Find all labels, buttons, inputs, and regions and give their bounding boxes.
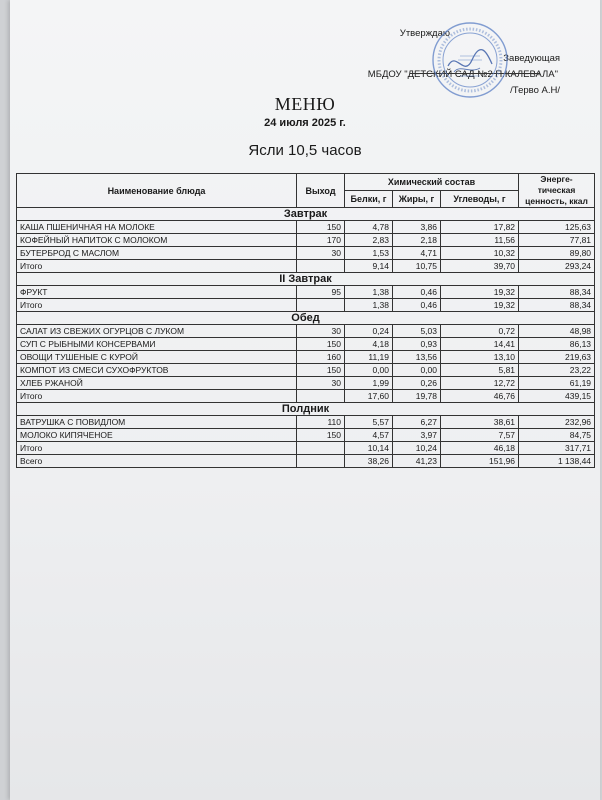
table-row [17, 338, 595, 351]
total-fat: 10,24 [393, 442, 441, 455]
total-fat: 0,46 [393, 299, 441, 312]
dish-protein: 0,24 [345, 325, 393, 338]
total-output-empty [297, 442, 345, 455]
dish-name: КОМПОТ ИЗ СМЕСИ СУХОФРУКТОВ [17, 364, 297, 377]
section-title: Завтрак [17, 208, 595, 221]
table-row [17, 325, 595, 338]
dish-name: КАША ПШЕНИЧНАЯ НА МОЛОКЕ [17, 221, 297, 234]
total-label: Итого [17, 390, 297, 403]
total-output-empty [297, 260, 345, 273]
section-header [17, 208, 595, 221]
dish-carbs: 7,57 [441, 429, 519, 442]
dish-carbs: 11,56 [441, 234, 519, 247]
dish-output: 30 [297, 377, 345, 390]
total-row [17, 260, 595, 273]
table-row [17, 416, 595, 429]
section-header [17, 403, 595, 416]
dish-energy: 88,34 [519, 286, 595, 299]
approval-word: Утверждаю [399, 28, 450, 39]
total-protein: 17,60 [345, 390, 393, 403]
menu-body [17, 208, 595, 468]
grand-total-energy: 1 138,44 [519, 455, 595, 468]
menu-table [16, 173, 595, 468]
dish-output: 150 [297, 221, 345, 234]
dish-fat: 4,71 [393, 247, 441, 260]
dish-carbs: 12,72 [441, 377, 519, 390]
header-output: Выход [297, 174, 345, 208]
section-title: Обед [17, 312, 595, 325]
total-carbs: 46,76 [441, 390, 519, 403]
section-title: Полдник [17, 403, 595, 416]
dish-fat: 0,00 [393, 364, 441, 377]
dish-energy: 77,81 [519, 234, 595, 247]
header-name: Наименование блюда [17, 174, 297, 208]
dish-output: 170 [297, 234, 345, 247]
table-row [17, 221, 595, 234]
total-row [17, 390, 595, 403]
grand-total-fat: 41,23 [393, 455, 441, 468]
table-row [17, 429, 595, 442]
total-fat: 10,75 [393, 260, 441, 273]
dish-energy: 61,19 [519, 377, 595, 390]
dish-fat: 5,03 [393, 325, 441, 338]
dish-protein: 4,78 [345, 221, 393, 234]
dish-protein: 0,00 [345, 364, 393, 377]
dish-carbs: 14,41 [441, 338, 519, 351]
total-energy: 439,15 [519, 390, 595, 403]
dish-protein: 1,99 [345, 377, 393, 390]
total-fat: 19,78 [393, 390, 441, 403]
section-title: II Завтрак [17, 273, 595, 286]
dish-energy: 84,75 [519, 429, 595, 442]
dish-fat: 13,56 [393, 351, 441, 364]
total-output-empty [297, 299, 345, 312]
total-protein: 9,14 [345, 260, 393, 273]
dish-fat: 3,86 [393, 221, 441, 234]
menu-date: 24 июля 2025 г. [264, 117, 346, 129]
dish-energy: 48,98 [519, 325, 595, 338]
total-label: Итого [17, 299, 297, 312]
header-protein: Белки, г [345, 191, 393, 208]
dish-carbs: 17,82 [441, 221, 519, 234]
table-row [17, 286, 595, 299]
header-fat: Жиры, г [393, 191, 441, 208]
group-title: Ясли 10,5 часов [248, 142, 362, 159]
approval-org: МБДОУ "ДЕТСКИЙ САД №2 П.КАЛЕВАЛА" [367, 69, 558, 80]
dish-fat: 0,46 [393, 286, 441, 299]
dish-output: 160 [297, 351, 345, 364]
table-row [17, 377, 595, 390]
total-label: Итого [17, 442, 297, 455]
dish-protein: 4,18 [345, 338, 393, 351]
table-row [17, 247, 595, 260]
dish-name: СУП С РЫБНЫМИ КОНСЕРВАМИ [17, 338, 297, 351]
total-energy: 293,24 [519, 260, 595, 273]
total-energy: 88,34 [519, 299, 595, 312]
dish-energy: 23,22 [519, 364, 595, 377]
dish-name: МОЛОКО КИПЯЧЕНОЕ [17, 429, 297, 442]
dish-carbs: 5,81 [441, 364, 519, 377]
approval-position: Заведующая [503, 53, 560, 64]
table-row [17, 364, 595, 377]
dish-fat: 0,93 [393, 338, 441, 351]
dish-energy: 125,63 [519, 221, 595, 234]
grand-total-carbs: 151,96 [441, 455, 519, 468]
dish-name: ОВОЩИ ТУШЕНЫЕ С КУРОЙ [17, 351, 297, 364]
dish-fat: 6,27 [393, 416, 441, 429]
grand-total-row [17, 455, 595, 468]
total-row [17, 442, 595, 455]
header-chem: Химический состав [345, 174, 519, 191]
header-carbs: Углеводы, г [441, 191, 519, 208]
dish-output: 30 [297, 325, 345, 338]
dish-protein: 4,57 [345, 429, 393, 442]
total-protein: 10,14 [345, 442, 393, 455]
total-protein: 1,38 [345, 299, 393, 312]
page-title: МЕНЮ [274, 94, 336, 114]
menu-sheet [10, 0, 600, 800]
dish-name: КОФЕЙНЫЙ НАПИТОК С МОЛОКОМ [17, 234, 297, 247]
dish-carbs: 38,61 [441, 416, 519, 429]
dish-protein: 1,53 [345, 247, 393, 260]
dish-energy: 219,63 [519, 351, 595, 364]
dish-energy: 86,13 [519, 338, 595, 351]
grand-total-output-empty [297, 455, 345, 468]
dish-carbs: 0,72 [441, 325, 519, 338]
dish-output: 150 [297, 429, 345, 442]
dish-energy: 232,96 [519, 416, 595, 429]
dish-output: 150 [297, 338, 345, 351]
dish-protein: 1,38 [345, 286, 393, 299]
dish-carbs: 19,32 [441, 286, 519, 299]
table-row [17, 351, 595, 364]
dish-name: ВАТРУШКА С ПОВИДЛОМ [17, 416, 297, 429]
approval-signer: /Терво А.Н/ [510, 85, 560, 96]
section-header [17, 312, 595, 325]
total-carbs: 46,18 [441, 442, 519, 455]
dish-output: 110 [297, 416, 345, 429]
dish-name: БУТЕРБРОД С МАСЛОМ [17, 247, 297, 260]
dish-carbs: 13,10 [441, 351, 519, 364]
dish-name: САЛАТ ИЗ СВЕЖИХ ОГУРЦОВ С ЛУКОМ [17, 325, 297, 338]
dish-output: 150 [297, 364, 345, 377]
dish-protein: 5,57 [345, 416, 393, 429]
total-carbs: 19,32 [441, 299, 519, 312]
grand-total-protein: 38,26 [345, 455, 393, 468]
total-output-empty [297, 390, 345, 403]
dish-fat: 0,26 [393, 377, 441, 390]
stamp-seal-icon [430, 20, 510, 100]
total-row [17, 299, 595, 312]
dish-carbs: 10,32 [441, 247, 519, 260]
dish-output: 95 [297, 286, 345, 299]
table-row [17, 234, 595, 247]
total-label: Итого [17, 260, 297, 273]
dish-name: ХЛЕБ РЖАНОЙ [17, 377, 297, 390]
dish-protein: 11,19 [345, 351, 393, 364]
grand-total-label: Всего [17, 455, 297, 468]
dish-name: ФРУКТ [17, 286, 297, 299]
section-header [17, 273, 595, 286]
dish-energy: 89,80 [519, 247, 595, 260]
total-energy: 317,71 [519, 442, 595, 455]
dish-fat: 3,97 [393, 429, 441, 442]
dish-protein: 2,83 [345, 234, 393, 247]
dish-output: 30 [297, 247, 345, 260]
header-energy: Энерге-тическая ценность, ккал [519, 174, 595, 208]
total-carbs: 39,70 [441, 260, 519, 273]
dish-fat: 2,18 [393, 234, 441, 247]
